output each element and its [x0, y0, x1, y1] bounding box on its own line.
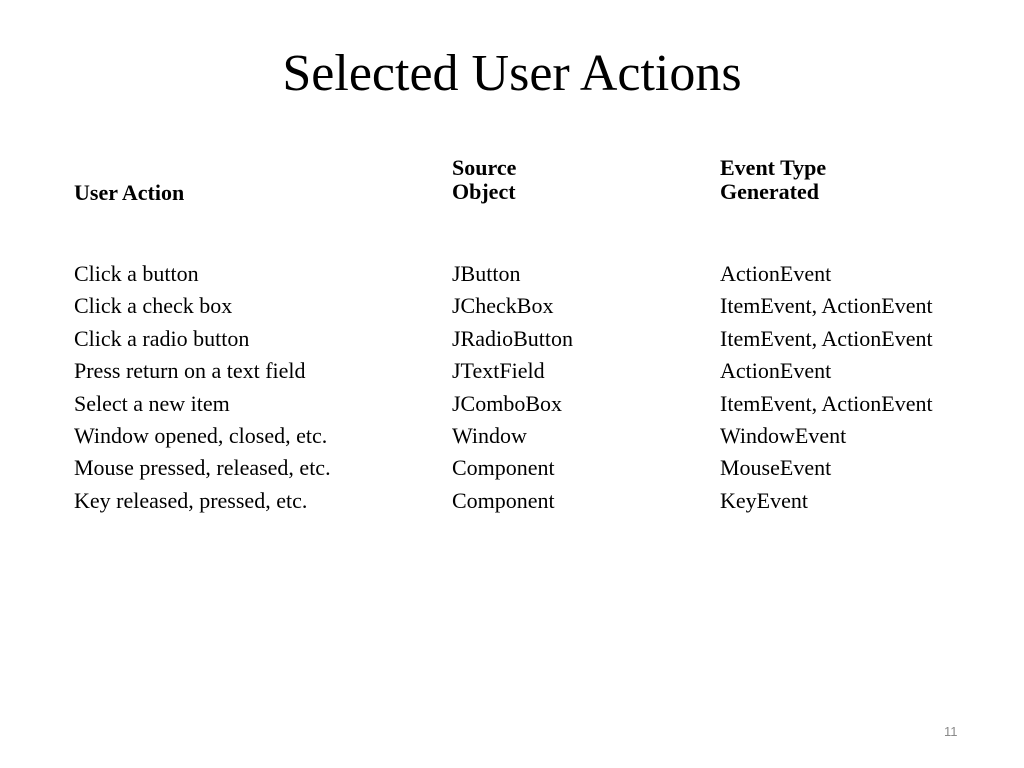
cell-event-type: ItemEvent, ActionEvent	[720, 390, 933, 416]
cell-source-object: Window	[452, 422, 527, 448]
header-source-object	[452, 156, 516, 206]
table-row	[0, 485, 1024, 517]
table-row	[0, 290, 1024, 322]
cell-event-type: ActionEvent	[720, 261, 832, 286]
header-user-action-label: User Action	[74, 180, 185, 205]
table-row	[0, 388, 1024, 420]
header-user-action	[74, 181, 184, 231]
table-row	[0, 258, 1024, 290]
header-event-type	[720, 156, 826, 206]
cell-user-action: Press return on a text field	[74, 358, 306, 384]
table-row	[0, 323, 1024, 355]
table-row	[0, 452, 1024, 484]
cell-event-type: ActionEvent	[720, 358, 832, 384]
cell-event-type: WindowEvent	[720, 422, 847, 448]
cell-user-action: Click a check box	[74, 293, 233, 319]
table-row	[0, 355, 1024, 387]
cell-source-object: JButton	[452, 261, 521, 286]
table-row	[0, 420, 1024, 452]
cell-user-action: Click a button	[74, 261, 199, 286]
cell-user-action: Key released, pressed, etc.	[74, 487, 308, 513]
cell-event-type: ItemEvent, ActionEvent	[720, 325, 933, 351]
cell-user-action: Window opened, closed, etc.	[74, 422, 328, 448]
cell-source-object: JRadioButton	[452, 325, 574, 351]
cell-user-action: Click a radio button	[74, 325, 250, 351]
cell-source-object: JTextField	[452, 358, 545, 384]
cell-source-object: JCheckBox	[452, 293, 554, 319]
table-body	[0, 258, 1024, 517]
page-number: 11	[944, 724, 958, 739]
cell-event-type: MouseEvent	[720, 455, 832, 481]
cell-source-object: Component	[452, 455, 555, 481]
header-event-line2: Generated	[720, 179, 819, 204]
cell-user-action: Select a new item	[74, 390, 230, 416]
cell-user-action: Mouse pressed, released, etc.	[74, 455, 331, 481]
cell-event-type: ItemEvent, ActionEvent	[720, 293, 933, 319]
slide-title: Selected User Actions	[282, 45, 742, 102]
header-source-line1: Source	[452, 155, 517, 180]
header-event-line1: Event Type	[720, 155, 827, 180]
cell-source-object: JComboBox	[452, 390, 563, 416]
header-source-line2: Object	[452, 179, 516, 204]
cell-event-type: KeyEvent	[720, 487, 808, 513]
cell-source-object: Component	[452, 487, 555, 513]
